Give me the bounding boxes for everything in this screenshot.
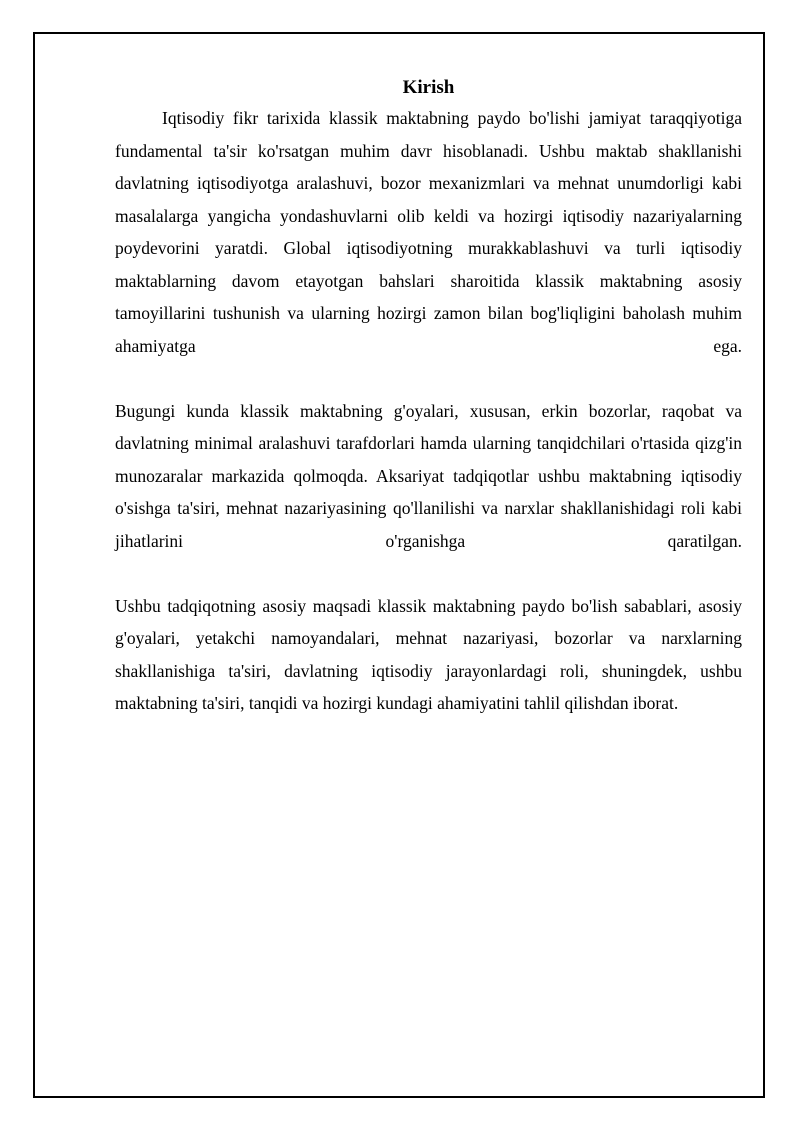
paragraph-intro: Iqtisodiy fikr tarixida klassik maktabning paydo bo'lishi jamiyat taraqqiyotiga fundamental ta'sir ko'rsatgan muhim davr hisoblanadi. Ushbu maktab shakllanishi davlatning iqtisodiyotga aralashuvi, bozor mexanizmlari va mehnat unumdorligi kabi masalalarga yangicha yondashuvlarni olib keldi va hozirgi iqtisodiy nazariyalarning poydevorini yaratdi. Global iqtisodiyotning murakkablashuvi va turli iqtisodiy maktablarning davom etayotgan bahslari sharoitida klassik maktabning asosiy tamoyillarini tushunish va ularning hozirgi zamon bilan bog'liqligini baholash muhim ahamiyatga ega. bbox=[115, 108, 742, 356]
paragraph-debate: Bugungi kunda klassik maktabning g'oyalari, xususan, erkin bozorlar, raqobat va davlatning minimal aralashuvi tarafdorlari hamda ularning tanqidchilari o'rtasida qizg'in munozaralar markazida qolmoqda. Aksariyat tadqiqotlar ushbu maktabning iqtisodiy o'sishga ta'siri, mehnat nazariyasining qo'llanilishi va narxlar shakllanishidagi roli kabi jihatlarini o'rganishga qaratilgan. bbox=[115, 400, 742, 551]
document-title: Kirish bbox=[402, 77, 455, 98]
paragraph-spacer bbox=[115, 557, 742, 590]
paragraph-spacer bbox=[115, 362, 742, 395]
document-body bbox=[115, 74, 742, 720]
paragraph-goal: Ushbu tadqiqotning asosiy maqsadi klassik maktabning paydo bo'lish sabablari, asosiy g'oyalari, yetakchi namoyandalari, mehnat nazariyasi, bozorlar va narxlarning shakllanishiga ta'siri, davlatning iqtisodiy jarayonlardagi roli, shuningdek, ushbu maktabning ta'siri, tanqidi va hozirgi kundagi ahamiyatini tahlil qilishdan iborat. bbox=[115, 595, 742, 713]
